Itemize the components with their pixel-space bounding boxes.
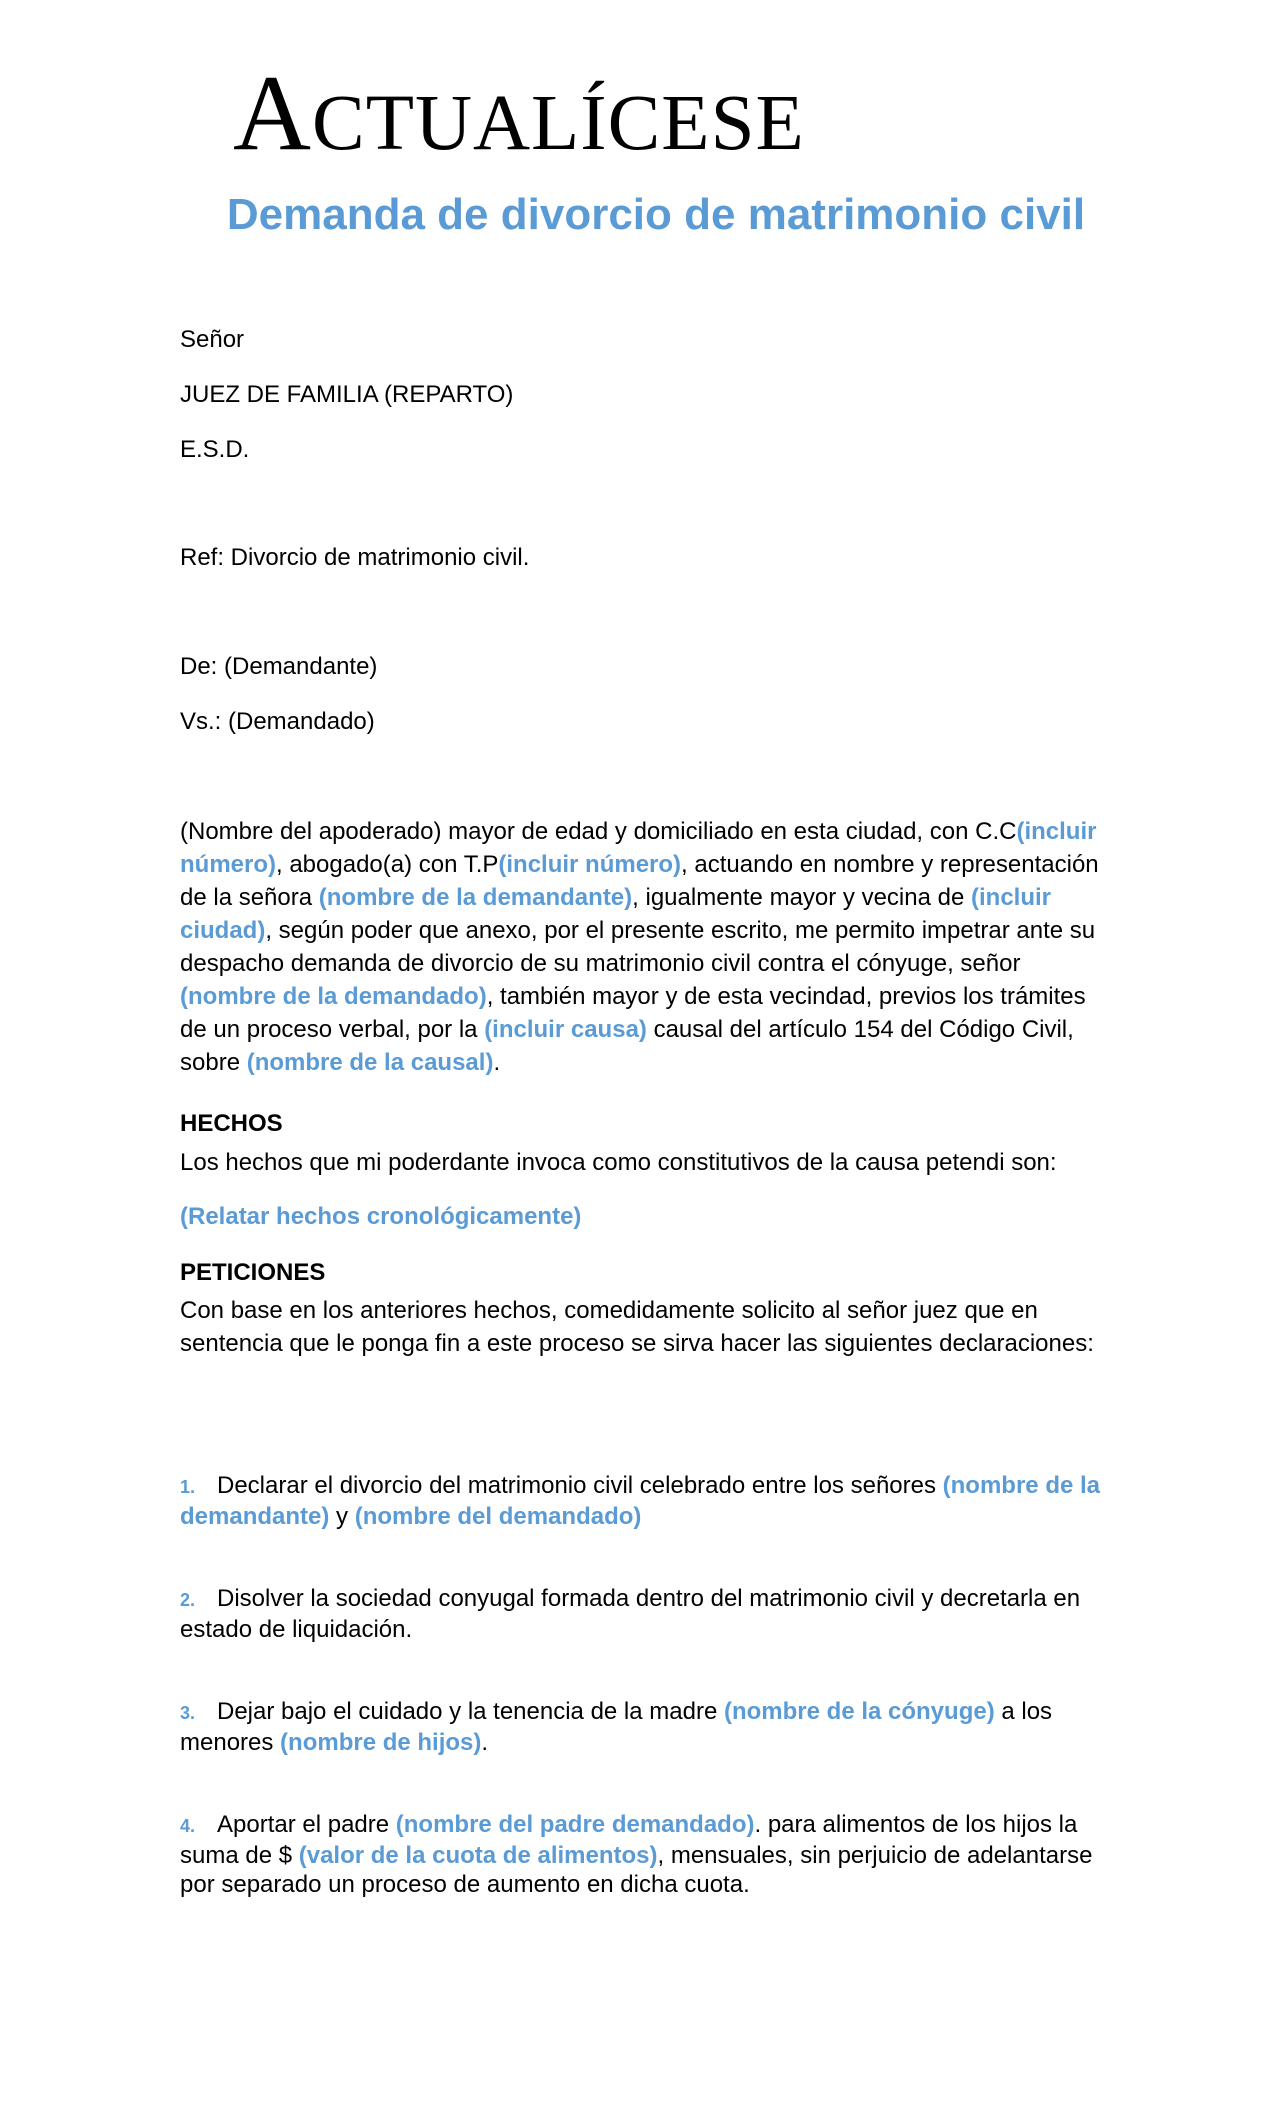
placeholder-plaintiff-name: (nombre de la demandante) [180, 1472, 1101, 1530]
item-text: Aportar el padre [217, 1811, 396, 1838]
actualicese-logo [233, 54, 805, 178]
defendant-line: Vs.: (Demandado) [180, 708, 375, 735]
placeholder-tp-number: (incluir número) [498, 851, 682, 878]
placeholder-father-name: (nombre del padre demandado) [395, 1811, 755, 1838]
list-number: 1. [180, 1477, 196, 1497]
intro-text: causal del artículo 154 del Código Civil, sobre [180, 1016, 1074, 1076]
item-text: Disolver la sociedad conyugal formada dentro del matrimonio civil y decretarla en estado de liquidación. [180, 1585, 1081, 1643]
placeholder-children-names: (nombre de hijos) [280, 1729, 482, 1756]
item-text: , mensuales, sin perjuicio de adelantarse por separado un proceso de aumento en dicha cuota. [180, 1842, 1093, 1898]
placeholder-spouse-name: (nombre de la cónyuge) [723, 1698, 995, 1725]
intro-text: , actuando en nombre y representación de la señora [180, 851, 1099, 911]
placeholder-alimony-value: (valor de la cuota de alimentos) [298, 1842, 658, 1869]
hechos-heading: HECHOS [180, 1110, 283, 1137]
intro-text: . [493, 1049, 501, 1076]
item-text: Declarar el divorcio del matrimonio civil celebrado entre los señores [217, 1472, 943, 1499]
peticiones-text: Con base en los anteriores hechos, comedidamente solicito al señor juez que en sentencia que le ponga fin a este proceso se sirva hacer las siguientes declaraciones: [180, 1297, 1094, 1357]
placeholder-city: (incluir ciudad) [180, 884, 1052, 944]
placeholder-cc-number: (incluir número) [180, 818, 1097, 878]
placeholder-plaintiff-name: (nombre de la demandante) [318, 884, 633, 911]
address-line-2: JUEZ DE FAMILIA (REPARTO) [180, 381, 514, 408]
intro-text: , también mayor y de esta vecindad, previos los trámites de un proceso verbal, por la [180, 983, 1086, 1043]
logo-rest: CTUALÍCESE [312, 80, 805, 167]
peticion-item-1 [180, 1471, 1110, 1531]
hechos-placeholder: (Relatar hechos cronológicamente) [180, 1203, 582, 1230]
placeholder-cause-name: (nombre de la causal) [246, 1049, 494, 1076]
placeholder-cause: (incluir causa) [484, 1016, 647, 1043]
intro-text: (Nombre del apoderado) mayor de edad y domiciliado en esta ciudad, con C.C [180, 818, 1017, 845]
item-text: Dejar bajo el cuidado y la tenencia de la madre [217, 1698, 724, 1725]
address-line-3: E.S.D. [180, 436, 250, 463]
peticion-item-2 [180, 1584, 1110, 1644]
item-text: y [329, 1503, 355, 1530]
placeholder-defendant-name: (nombre del demandado) [354, 1503, 642, 1530]
peticiones-heading: PETICIONES [180, 1259, 326, 1286]
plaintiff-line: De: (Demandante) [180, 653, 378, 680]
intro-text: , igualmente mayor y vecina de [632, 884, 971, 911]
item-text: . para alimentos de los hijos la suma de $ [180, 1811, 1078, 1869]
intro-text: , según poder que anexo, por el presente escrito, me permito impetrar ante su despacho demanda de divorcio de su matrimonio civil contra el cónyuge, señor [180, 917, 1096, 977]
reference-line: Ref: Divorcio de matrimonio civil. [180, 544, 530, 571]
list-number: 4. [180, 1816, 196, 1836]
list-number: 3. [180, 1703, 196, 1723]
placeholder-defendant-name: (nombre de la demandado) [180, 983, 487, 1010]
document-title: Demanda de divorcio de matrimonio civil [226, 190, 1086, 239]
intro-paragraph [180, 815, 1110, 1079]
intro-text: , abogado(a) con T.P [276, 851, 499, 878]
item-text: . [481, 1729, 489, 1756]
item-text: a los menores [180, 1698, 1053, 1756]
address-line-1: Señor [180, 326, 245, 353]
hechos-text: Los hechos que mi poderdante invoca como constitutivos de la causa petendi son: [180, 1149, 1057, 1176]
peticion-item-3 [180, 1697, 1110, 1757]
list-number: 2. [180, 1590, 196, 1610]
peticion-item-4 [180, 1810, 1110, 1899]
logo-initial: A [233, 54, 312, 173]
